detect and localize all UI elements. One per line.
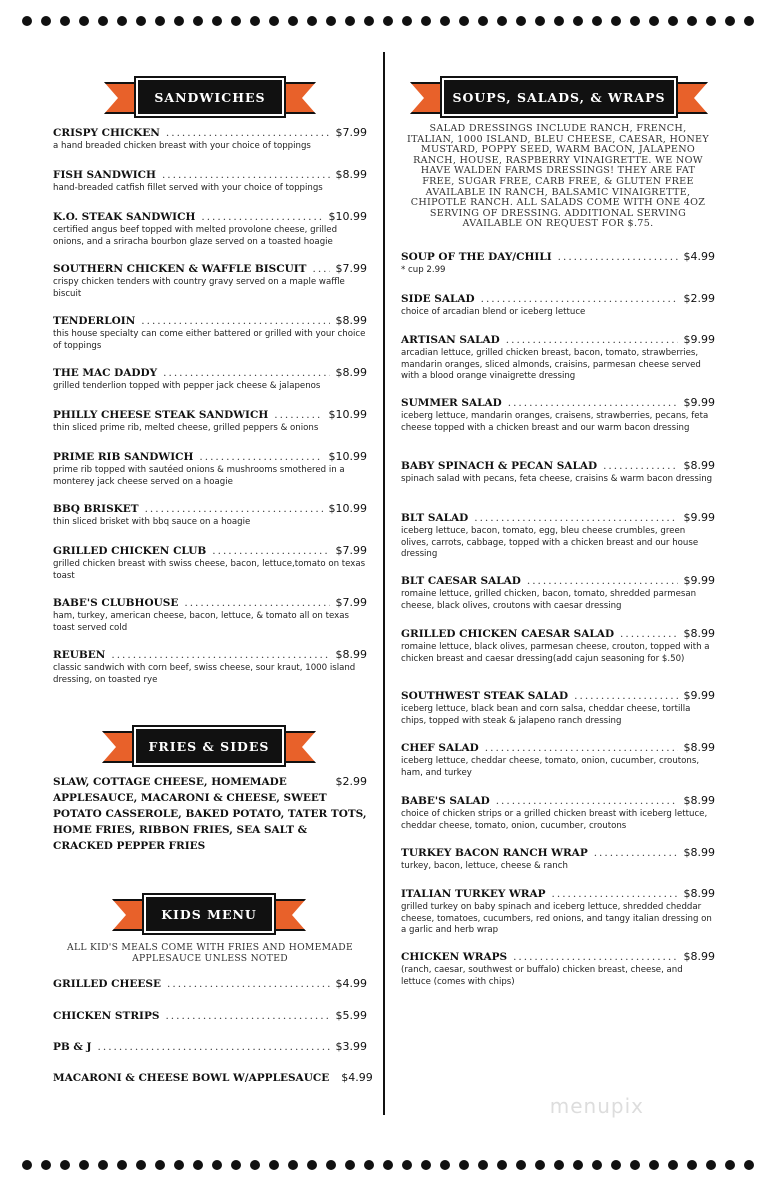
border-dot — [345, 1160, 355, 1170]
bottom-dot-border — [22, 1159, 754, 1171]
menu-item — [401, 887, 715, 937]
sandwiches-banner — [104, 78, 316, 116]
item-name: REUBEN — [53, 649, 106, 661]
item-description: spinach salad with pecans, feta cheese, craisins & warm bacon dressing — [401, 474, 713, 484]
leader-dots — [594, 847, 678, 859]
leader-dots — [496, 795, 678, 807]
leader-dots — [620, 628, 677, 640]
leader-dots — [527, 575, 678, 587]
menu-item — [53, 168, 367, 195]
border-dot — [22, 16, 32, 26]
menu-item — [53, 1071, 373, 1084]
item-name: ARTISAN SALAD — [401, 334, 500, 346]
item-name: PHILLY CHEESE STEAK SANDWICH — [53, 409, 269, 421]
border-dot — [250, 1160, 260, 1170]
border-dot — [174, 1160, 184, 1170]
menu-item — [401, 459, 715, 486]
item-price: $8.99 — [683, 846, 715, 859]
item-price: $8.99 — [683, 741, 715, 754]
border-dot — [478, 16, 488, 26]
item-name: SOUP OF THE DAY/CHILI — [401, 251, 552, 263]
border-dot — [212, 16, 222, 26]
leader-dots — [141, 315, 329, 327]
item-name: CRISPY CHICKEN — [53, 127, 160, 139]
border-dot — [117, 16, 127, 26]
menu-item — [401, 292, 715, 319]
item-name: SOUTHERN CHICKEN & WAFFLE BISCUIT — [53, 263, 307, 275]
border-dot — [155, 1160, 165, 1170]
sandwiches-title: SANDWICHES — [136, 78, 284, 116]
border-dot — [364, 1160, 374, 1170]
border-dot — [41, 16, 51, 26]
item-name: CHICKEN STRIPS — [53, 1010, 160, 1022]
item-description: arcadian lettuce, grilled chicken breast, bacon, tomato, strawberries, mandarin oranges, sliced almonds, craisins, parmesan cheese served with a blood orange vinaigrette dressing — [401, 348, 701, 382]
border-dot — [421, 1160, 431, 1170]
item-price: $8.99 — [335, 168, 367, 181]
border-dot — [668, 16, 678, 26]
border-dot — [212, 1160, 222, 1170]
item-description: iceberg lettuce, mandarin oranges, craisens, strawberries, pecans, feta cheese topped with a chicken breast and our warm bacon dressing — [401, 411, 709, 433]
menu-item — [53, 544, 367, 582]
leader-dots — [199, 451, 322, 463]
item-description: choice of arcadian blend or iceberg lettuce — [401, 307, 586, 317]
item-price: $8.99 — [683, 794, 715, 807]
border-dot — [744, 16, 754, 26]
border-dot — [497, 1160, 507, 1170]
border-dot — [79, 1160, 89, 1170]
item-description: iceberg lettuce, bacon, tomato, egg, bleu cheese crumbles, green olives, carrots, cabbage, topped with a chicken breast and our house dressing — [401, 526, 699, 560]
kids-title: KIDS MENU — [144, 895, 274, 933]
leader-dots — [552, 888, 678, 900]
item-price: $7.99 — [335, 596, 367, 609]
leader-dots — [513, 951, 677, 963]
fries-sides-price: $2.99 — [335, 775, 367, 788]
menu-item — [401, 950, 715, 988]
item-price: $9.99 — [683, 333, 715, 346]
menu-item — [53, 1040, 367, 1053]
item-price: $9.99 — [683, 574, 715, 587]
leader-dots — [558, 251, 678, 263]
item-description: crispy chicken tenders with country gravy served on a maple waffle biscuit — [53, 277, 345, 299]
border-dot — [307, 16, 317, 26]
border-dot — [60, 1160, 70, 1170]
border-dot — [402, 16, 412, 26]
border-dot — [687, 16, 697, 26]
menu-item — [401, 741, 715, 779]
item-price: $8.99 — [335, 366, 367, 379]
border-dot — [478, 1160, 488, 1170]
item-name: BLT SALAD — [401, 512, 469, 524]
item-name: BLT CAESAR SALAD — [401, 575, 521, 587]
item-name: CHICKEN WRAPS — [401, 951, 508, 963]
soups-banner — [410, 78, 708, 116]
item-name: BABE'S SALAD — [401, 795, 490, 807]
item-price: $4.99 — [683, 250, 715, 263]
item-name: BABE'S CLUBHOUSE — [53, 597, 179, 609]
border-dot — [174, 16, 184, 26]
leader-dots — [201, 211, 322, 223]
item-price: $8.99 — [683, 459, 715, 472]
border-dot — [60, 16, 70, 26]
menu-item — [53, 977, 367, 990]
item-name: PRIME RIB SANDWICH — [53, 451, 194, 463]
item-name: SOUTHWEST STEAK SALAD — [401, 690, 569, 702]
leader-dots — [165, 1010, 329, 1022]
border-dot — [668, 1160, 678, 1170]
menu-item — [401, 511, 715, 561]
item-description: grilled chicken breast with swiss cheese, bacon, lettuce,tomato on texas toast — [53, 559, 366, 581]
item-name: BABY SPINACH & PECAN SALAD — [401, 460, 598, 472]
leader-dots — [111, 649, 329, 661]
item-description: turkey, bacon, lettuce, cheese & ranch — [401, 861, 568, 871]
menu-item — [401, 396, 715, 434]
border-dot — [98, 16, 108, 26]
border-dot — [706, 1160, 716, 1170]
menu-item — [53, 648, 367, 686]
menu-item — [53, 408, 367, 435]
item-description: classic sandwich with corn beef, swiss cheese, sour kraut, 1000 island dressing, on toasted rye — [53, 663, 356, 685]
soups-title: SOUPS, SALADS, & WRAPS — [442, 78, 676, 116]
border-dot — [459, 16, 469, 26]
border-dot — [155, 16, 165, 26]
menu-item — [53, 314, 367, 352]
item-name: SIDE SALAD — [401, 293, 475, 305]
border-dot — [136, 16, 146, 26]
leader-dots — [603, 460, 677, 472]
leader-dots — [274, 409, 322, 421]
border-dot — [41, 1160, 51, 1170]
border-dot — [611, 1160, 621, 1170]
border-dot — [288, 16, 298, 26]
leader-dots — [162, 169, 330, 181]
border-dot — [649, 16, 659, 26]
border-dot — [136, 1160, 146, 1170]
border-dot — [98, 1160, 108, 1170]
menu-item — [53, 502, 367, 529]
menu-item — [401, 574, 715, 612]
menu-item — [401, 794, 715, 832]
border-dot — [611, 16, 621, 26]
border-dot — [725, 1160, 735, 1170]
menu-item — [53, 126, 367, 153]
item-price: $10.99 — [328, 210, 367, 223]
border-dot — [592, 16, 602, 26]
border-dot — [516, 1160, 526, 1170]
menu-item — [53, 210, 367, 248]
item-description: certified angus beef topped with melted provolone cheese, grilled onions, and a sriracha bourbon glaze served on a toasted hoagie — [53, 225, 338, 247]
item-name: SUMMER SALAD — [401, 397, 502, 409]
item-name: GRILLED CHEESE — [53, 978, 162, 990]
kids-banner — [112, 895, 306, 933]
leader-dots — [485, 742, 678, 754]
border-dot — [307, 1160, 317, 1170]
border-dot — [744, 1160, 754, 1170]
border-dot — [440, 1160, 450, 1170]
border-dot — [516, 16, 526, 26]
border-dot — [193, 16, 203, 26]
item-price: $9.99 — [683, 689, 715, 702]
border-dot — [649, 1160, 659, 1170]
leader-dots — [145, 503, 323, 515]
item-price: $9.99 — [683, 511, 715, 524]
border-dot — [117, 1160, 127, 1170]
item-price: $9.99 — [683, 396, 715, 409]
item-name: BBQ BRISKET — [53, 503, 139, 515]
border-dot — [573, 16, 583, 26]
item-name: GRILLED CHICKEN CLUB — [53, 545, 207, 557]
item-name: GRILLED CHICKEN CAESAR SALAD — [401, 628, 615, 640]
item-price: $8.99 — [683, 627, 715, 640]
item-description: thin sliced brisket with bbq sauce on a hoagie — [53, 517, 251, 527]
item-description: hand-breaded catfish fillet served with your choice of toppings — [53, 183, 323, 193]
item-description: (ranch, caesar, southwest or buffalo) chicken breast, cheese, and lettuce (comes with chips) — [401, 965, 683, 987]
item-name: FISH SANDWICH — [53, 169, 156, 181]
item-name: TENDERLOIN — [53, 315, 136, 327]
leader-dots — [508, 397, 678, 409]
border-dot — [554, 16, 564, 26]
item-price: $8.99 — [683, 950, 715, 963]
item-description: a hand breaded chicken breast with your choice of toppings — [53, 141, 311, 151]
border-dot — [269, 1160, 279, 1170]
border-dot — [573, 1160, 583, 1170]
border-dot — [497, 16, 507, 26]
item-price: $4.99 — [341, 1071, 373, 1084]
menu-item — [53, 366, 367, 393]
menu-item — [53, 450, 367, 488]
item-description: iceberg lettuce, cheddar cheese, tomato, onion, cucumber, croutons, ham, and turkey — [401, 756, 700, 778]
border-dot — [288, 1160, 298, 1170]
salad-dressing-note: SALAD DRESSINGS INCLUDE RANCH, FRENCH, ITALIAN, 1000 ISLAND, BLEU CHEESE, CAESAR, HONEY MUSTARD, POPPY SEED, WARM BACON, JALAPENO RANCH, HOUSE, RASPBERRY VINAIGRETTE. WE NOW HAVE WALDEN FARMS DRESSINGS! THEY ARE FAT FREE, SUGAR FREE, CARB FREE, & GLUTEN FREE AVAILABLE IN RANCH, BALSAMIC VINAIGRETTE, CHIPOTLE RANCH. ALL SALADS COME WITH ONE 4OZ SERVING OF DRESSING. ADDITIONAL SERVING AVAILABLE ON REQUEST FOR $.75. — [407, 123, 709, 230]
border-dot — [250, 16, 260, 26]
menu-item — [53, 596, 367, 634]
leader-dots — [167, 978, 329, 990]
item-description: ham, turkey, american cheese, bacon, lettuce, & tomato all on texas toast served cold — [53, 611, 349, 633]
item-price: $8.99 — [335, 314, 367, 327]
fries-banner — [102, 727, 316, 765]
border-dot — [535, 16, 545, 26]
item-price: $3.99 — [335, 1040, 367, 1053]
item-description: prime rib topped with sautéed onions & mushrooms smothered in a monterey jack cheese served on a hoagie — [53, 465, 345, 487]
border-dot — [459, 1160, 469, 1170]
item-price: $7.99 — [335, 544, 367, 557]
border-dot — [706, 16, 716, 26]
menu-item — [401, 333, 715, 383]
leader-dots — [212, 545, 329, 557]
leader-dots — [163, 367, 329, 379]
item-name: PB & J — [53, 1041, 92, 1053]
fries-sides-line1: SLAW, COTTAGE CHEESE, HOMEMADE — [53, 776, 287, 788]
item-price: $10.99 — [328, 408, 367, 421]
item-price: $2.99 — [683, 292, 715, 305]
menu-item — [401, 689, 715, 727]
item-name: THE MAC DADDY — [53, 367, 158, 379]
item-name: CHEF SALAD — [401, 742, 479, 754]
item-price: $7.99 — [335, 126, 367, 139]
leader-dots — [574, 690, 677, 702]
leader-dots — [313, 263, 330, 275]
leader-dots — [506, 334, 678, 346]
item-name: K.O. STEAK SANDWICH — [53, 211, 196, 223]
leader-dots — [474, 512, 677, 524]
fries-sides-item — [53, 774, 367, 854]
item-description: choice of chicken strips or a grilled chicken breast with iceberg lettuce, cheddar cheese, tomato, onion, cucumber, croutons — [401, 809, 708, 831]
border-dot — [592, 1160, 602, 1170]
fries-sides-rest: APPLESAUCE, MACARONI & CHEESE, SWEET POTATO CASSEROLE, BAKED POTATO, TATER TOTS, HOME FRIES, RIBBON FRIES, SEA SALT & CRACKED PEPPER FRIES — [53, 792, 367, 852]
item-name: MACARONI & CHEESE BOWL W/APPLESAUCE — [53, 1072, 330, 1084]
leader-dots — [98, 1041, 330, 1053]
item-description: * cup 2.99 — [401, 265, 446, 275]
column-divider — [383, 52, 385, 1115]
border-dot — [326, 1160, 336, 1170]
item-price: $5.99 — [335, 1009, 367, 1022]
border-dot — [687, 1160, 697, 1170]
border-dot — [22, 1160, 32, 1170]
item-name: ITALIAN TURKEY WRAP — [401, 888, 546, 900]
border-dot — [440, 16, 450, 26]
top-dot-border — [22, 15, 754, 27]
menu-item — [53, 1009, 367, 1022]
item-price: $8.99 — [683, 887, 715, 900]
menu-item — [401, 627, 715, 665]
item-description: grilled turkey on baby spinach and iceberg lettuce, shredded cheddar cheese, tomatoes, cucumbers, red onions, and tangy italian dressing on a garlic and herb wrap — [401, 902, 712, 936]
menu-item — [401, 250, 715, 277]
kids-note: ALL KID'S MEALS COME WITH FRIES AND HOMEMADE APPLESAUCE UNLESS NOTED — [67, 942, 353, 964]
item-description: romaine lettuce, grilled chicken, bacon, tomato, shredded parmesan cheese, black olives, croutons with caesar dressing — [401, 589, 697, 611]
item-description: grilled tenderlion topped with pepper jack cheese & jalapenos — [53, 381, 321, 391]
watermark: menupix — [549, 1094, 644, 1118]
border-dot — [402, 1160, 412, 1170]
item-description: this house specialty can come either battered or grilled with your choice of toppings — [53, 329, 366, 351]
item-price: $7.99 — [335, 262, 367, 275]
border-dot — [554, 1160, 564, 1170]
item-price: $10.99 — [328, 450, 367, 463]
leader-dots — [166, 127, 330, 139]
border-dot — [345, 16, 355, 26]
border-dot — [79, 16, 89, 26]
leader-dots — [184, 597, 329, 609]
border-dot — [193, 1160, 203, 1170]
border-dot — [535, 1160, 545, 1170]
border-dot — [231, 1160, 241, 1170]
border-dot — [725, 16, 735, 26]
item-price: $4.99 — [335, 977, 367, 990]
item-price: $10.99 — [328, 502, 367, 515]
leader-dots — [481, 293, 678, 305]
item-name: TURKEY BACON RANCH WRAP — [401, 847, 588, 859]
item-description: thin sliced prime rib, melted cheese, grilled peppers & onions — [53, 423, 319, 433]
border-dot — [630, 16, 640, 26]
item-price: $8.99 — [335, 648, 367, 661]
menu-item — [401, 846, 715, 873]
border-dot — [383, 1160, 393, 1170]
border-dot — [364, 16, 374, 26]
border-dot — [231, 16, 241, 26]
border-dot — [630, 1160, 640, 1170]
border-dot — [421, 16, 431, 26]
border-dot — [383, 16, 393, 26]
item-description: romaine lettuce, black olives, parmesan cheese, crouton, topped with a chicken breast and caesar dressing(add cajun seasoning for $.50) — [401, 642, 710, 664]
fries-title: FRIES & SIDES — [134, 727, 284, 765]
border-dot — [326, 16, 336, 26]
border-dot — [269, 16, 279, 26]
item-description: iceberg lettuce, black bean and corn salsa, cheddar cheese, tortilla chips, topped with steak & jalapeno ranch dressing — [401, 704, 691, 726]
menu-item — [53, 262, 367, 300]
